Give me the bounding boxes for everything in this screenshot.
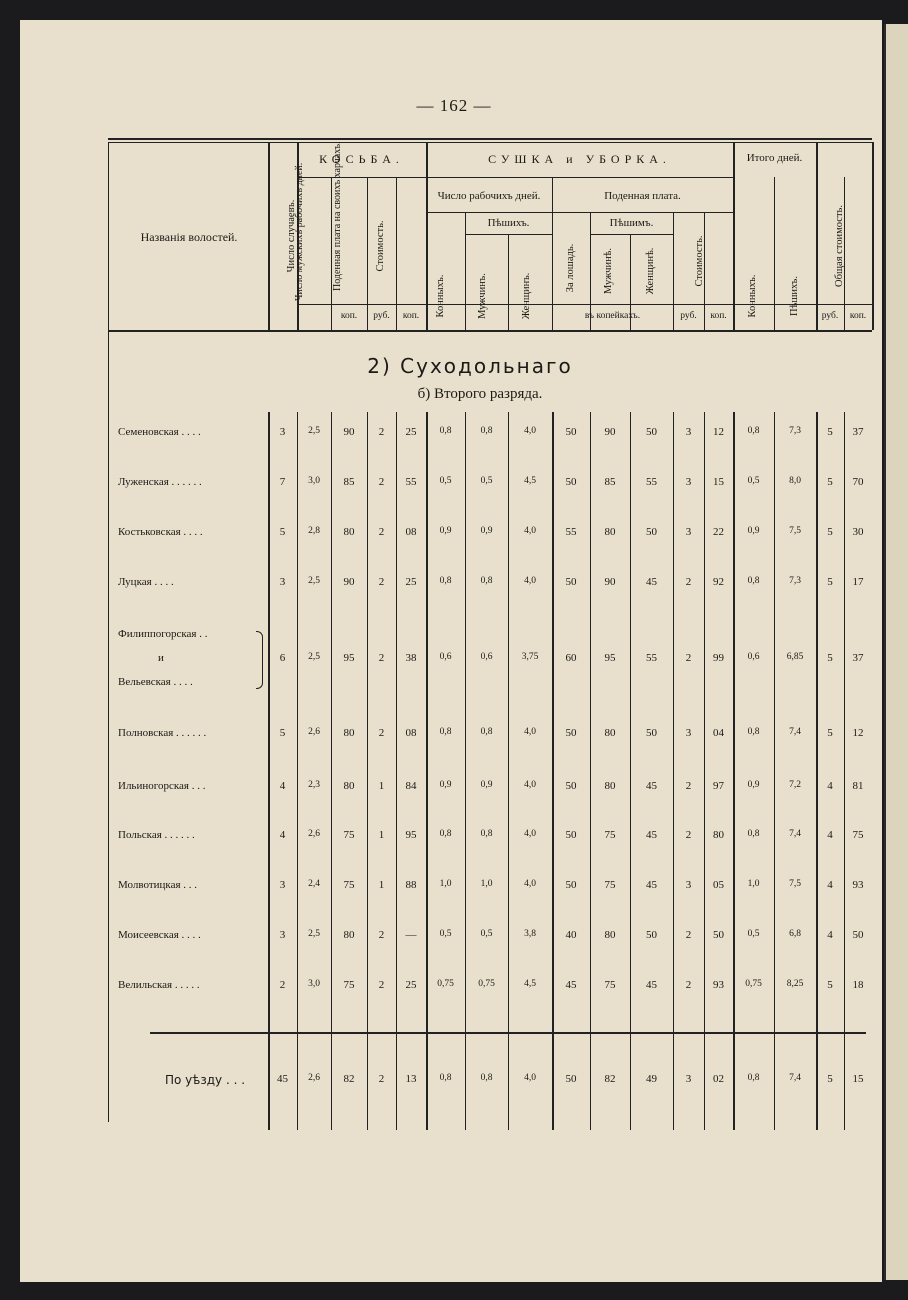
header-kosba-days: Число мужскихъ рабочихъ дней. bbox=[294, 162, 305, 301]
table-cell: 45 bbox=[646, 829, 657, 841]
table-cell: 5 bbox=[827, 1073, 833, 1085]
table-cell: 12 bbox=[713, 426, 724, 438]
table-cell: 2 bbox=[378, 476, 385, 488]
table-cell: 2 bbox=[378, 1073, 385, 1085]
table-cell: 37 bbox=[852, 426, 864, 438]
table-cell: 02 bbox=[713, 1073, 724, 1085]
table-top-rule-thin bbox=[108, 142, 872, 143]
table-cell: 17 bbox=[852, 576, 864, 588]
row-name: Молвотицкая . . . bbox=[118, 879, 198, 891]
table-cell: 95 bbox=[343, 652, 355, 664]
table-cell: 0,8 bbox=[747, 727, 760, 737]
table-cell: 2,6 bbox=[308, 829, 320, 839]
table-cell: 0,8 bbox=[480, 426, 493, 436]
body-column-rule bbox=[844, 412, 845, 1130]
header-cases: Число случаевъ. bbox=[286, 199, 297, 273]
header-column-rule bbox=[396, 177, 397, 330]
table-cell: 80 bbox=[343, 929, 355, 941]
table-cell: 4 bbox=[279, 780, 286, 792]
table-cell: 0,8 bbox=[747, 576, 760, 586]
header-sushka: СУШКА и УБОРКА. bbox=[488, 152, 671, 166]
table-cell: 5 bbox=[827, 979, 833, 991]
table-cell: 82 bbox=[604, 1073, 616, 1085]
body-column-rule bbox=[733, 412, 735, 1130]
header-units-rule bbox=[297, 304, 872, 305]
header-muzhchine: Мужчинѣ. bbox=[603, 247, 614, 295]
table-cell: 38 bbox=[405, 652, 417, 664]
table-cell: 0,75 bbox=[745, 979, 762, 989]
table-cell: 3 bbox=[685, 879, 692, 891]
brace-mark bbox=[256, 631, 263, 689]
table-cell: 05 bbox=[713, 879, 724, 891]
header-rule bbox=[297, 177, 733, 178]
header-peshim: Пѣшимъ. bbox=[609, 217, 654, 229]
table-cell: 4,5 bbox=[524, 979, 536, 989]
table-cell: 85 bbox=[604, 476, 616, 488]
table-top-rule bbox=[108, 138, 872, 140]
unit-kop: коп. bbox=[402, 311, 420, 321]
table-cell: 2 bbox=[685, 929, 692, 941]
table-cell: 7,3 bbox=[789, 426, 801, 436]
table-cell: 50 bbox=[565, 476, 577, 488]
table-cell: 7 bbox=[279, 476, 286, 488]
table-cell: 50 bbox=[646, 526, 657, 538]
table-cell: 5 bbox=[279, 727, 286, 739]
unit-kop: коп. bbox=[340, 311, 358, 321]
body-column-rule bbox=[268, 412, 270, 1130]
table-cell: 2 bbox=[378, 929, 385, 941]
table-cell: 3,8 bbox=[524, 929, 536, 939]
header-names: Названія волостей. bbox=[140, 230, 238, 244]
document-page bbox=[20, 20, 882, 1282]
header-muzhchin: Мужчинъ. bbox=[477, 273, 488, 319]
table-cell: 7,3 bbox=[789, 576, 801, 586]
table-cell: 2 bbox=[685, 652, 692, 664]
table-cell: 7,4 bbox=[789, 829, 801, 839]
table-cell: 3 bbox=[685, 426, 692, 438]
table-cell: 3 bbox=[685, 1073, 692, 1085]
table-cell: 45 bbox=[565, 979, 577, 991]
table-cell: 50 bbox=[646, 426, 657, 438]
table-cell: 5 bbox=[827, 576, 833, 588]
section-subtitle: б) Второго разряда. bbox=[417, 386, 543, 402]
table-cell: 3 bbox=[279, 929, 286, 941]
table-cell: 70 bbox=[852, 476, 864, 488]
header-stoimost: Стоимость. bbox=[694, 235, 705, 287]
body-column-rule bbox=[465, 412, 466, 1130]
table-cell: 0,5 bbox=[480, 929, 493, 939]
table-cell: 25 bbox=[405, 576, 417, 588]
row-name: Луженская . . . . . . bbox=[118, 476, 202, 488]
table-cell: 0,9 bbox=[747, 526, 760, 536]
table-cell: 3,0 bbox=[308, 979, 320, 989]
table-cell: 5 bbox=[279, 526, 286, 538]
body-column-rule bbox=[331, 412, 332, 1130]
table-cell: 45 bbox=[646, 576, 657, 588]
section-title: 2) Суходольнаго bbox=[367, 354, 573, 378]
table-cell: 4,0 bbox=[524, 829, 536, 839]
table-cell: 90 bbox=[604, 426, 616, 438]
table-cell: 95 bbox=[405, 829, 417, 841]
table-cell: 4,0 bbox=[524, 576, 536, 586]
table-cell: 0,9 bbox=[439, 780, 452, 790]
table-cell: 4,0 bbox=[524, 526, 536, 536]
table-cell: 0,6 bbox=[747, 652, 760, 662]
table-cell: 5 bbox=[827, 652, 833, 664]
body-column-rule bbox=[367, 412, 368, 1130]
table-cell: 0,8 bbox=[747, 1073, 760, 1083]
table-cell: 0,8 bbox=[747, 829, 760, 839]
table-cell: 80 bbox=[604, 780, 616, 792]
table-cell: 99 bbox=[713, 652, 724, 664]
header-work-days: Число рабочихъ дней. bbox=[437, 190, 541, 202]
table-cell: 90 bbox=[604, 576, 616, 588]
table-cell: 7,4 bbox=[789, 1073, 801, 1083]
table-cell: 95 bbox=[604, 652, 616, 664]
table-cell: 55 bbox=[646, 652, 657, 664]
header-column-rule bbox=[465, 212, 466, 330]
table-cell: 90 bbox=[343, 576, 355, 588]
row-name: Моисеевская . . . . bbox=[118, 929, 201, 941]
header-column-rule bbox=[426, 142, 428, 330]
table-cell: 0,75 bbox=[478, 979, 495, 989]
table-cell: 2 bbox=[378, 652, 385, 664]
table-cell: 3 bbox=[685, 727, 692, 739]
table-cell: 55 bbox=[405, 476, 417, 488]
table-cell: 0,9 bbox=[747, 780, 760, 790]
table-cell: 15 bbox=[852, 1073, 864, 1085]
table-cell: 40 bbox=[565, 929, 577, 941]
table-cell: 81 bbox=[852, 780, 864, 792]
table-cell: 5 bbox=[827, 727, 833, 739]
table-cell: 0,5 bbox=[747, 929, 760, 939]
table-cell: 0,8 bbox=[439, 1073, 452, 1083]
table-cell: 80 bbox=[713, 829, 724, 841]
unit-rub: руб. bbox=[680, 311, 697, 321]
body-column-rule bbox=[552, 412, 554, 1130]
table-cell: 2 bbox=[685, 979, 692, 991]
table-cell: 0,8 bbox=[480, 829, 493, 839]
table-cell: 2,8 bbox=[308, 526, 320, 536]
table-cell: 0,8 bbox=[439, 576, 452, 586]
table-cell: 2,5 bbox=[308, 929, 320, 939]
table-cell: 3 bbox=[279, 879, 286, 891]
table-cell: 60 bbox=[565, 652, 577, 664]
header-rule-sub bbox=[426, 212, 733, 213]
header-za-loshad: За лошадь. bbox=[565, 243, 576, 293]
table-cell: 50 bbox=[646, 727, 657, 739]
header-column-rule bbox=[268, 142, 270, 330]
table-cell: 50 bbox=[565, 1073, 577, 1085]
table-cell: — bbox=[405, 929, 417, 941]
table-cell: 3,75 bbox=[521, 652, 539, 662]
header-itogo-peshikh: Пѣшихъ. bbox=[789, 276, 800, 316]
table-cell: 90 bbox=[343, 426, 355, 438]
row-name: Филиппогорская . . bbox=[118, 628, 208, 640]
table-cell: 75 bbox=[852, 829, 864, 841]
table-cell: 2 bbox=[685, 576, 692, 588]
table-cell: 2 bbox=[378, 426, 385, 438]
table-cell: 8,0 bbox=[789, 476, 801, 486]
table-cell: 4 bbox=[827, 829, 833, 841]
table-cell: 04 bbox=[713, 727, 724, 739]
table-cell: 1 bbox=[378, 879, 385, 891]
table-cell: 7,2 bbox=[789, 780, 801, 790]
table-cell: 2,3 bbox=[308, 780, 320, 790]
table-cell: 4,0 bbox=[524, 426, 536, 436]
table-cell: 0,8 bbox=[439, 727, 452, 737]
body-column-rule bbox=[816, 412, 818, 1130]
table-cell: 50 bbox=[565, 829, 577, 841]
header-total-cost: Общая стоимость. bbox=[834, 205, 845, 287]
header-column-rule bbox=[733, 142, 735, 330]
row-name: Семеновская . . . . bbox=[118, 426, 201, 438]
table-cell: 4,0 bbox=[524, 727, 536, 737]
table-cell: 2 bbox=[378, 576, 385, 588]
table-cell: 75 bbox=[343, 979, 355, 991]
table-cell: 0,8 bbox=[480, 727, 493, 737]
table-cell: 50 bbox=[565, 780, 577, 792]
row-name: Велильская . . . . . bbox=[118, 979, 200, 991]
table-cell: 50 bbox=[852, 929, 864, 941]
table-cell: 0,9 bbox=[480, 526, 493, 536]
table-cell: 30 bbox=[852, 526, 864, 538]
table-cell: 25 bbox=[405, 979, 417, 991]
body-column-rule bbox=[297, 412, 298, 1130]
table-cell: 0,5 bbox=[480, 476, 493, 486]
table-cell: 2 bbox=[378, 526, 385, 538]
table-cell: 7,5 bbox=[789, 879, 801, 889]
table-cell: 5 bbox=[827, 476, 833, 488]
table-cell: 50 bbox=[565, 879, 577, 891]
header-itogo-konnykh: Конныхъ. bbox=[747, 274, 758, 318]
table-cell: 0,8 bbox=[439, 426, 452, 436]
row-name: Вельевская . . . . bbox=[118, 676, 193, 688]
table-cell: 2 bbox=[378, 979, 385, 991]
table-cell: 0,8 bbox=[747, 426, 760, 436]
table-cell: 45 bbox=[646, 979, 657, 991]
table-cell: 4,0 bbox=[524, 879, 536, 889]
header-kosba-wage: Поденная плата на своихъ харчахъ. bbox=[332, 141, 343, 291]
row-name: Полновская . . . . . . bbox=[118, 727, 207, 739]
body-column-rule bbox=[704, 412, 705, 1130]
table-cell: 3 bbox=[685, 476, 692, 488]
table-cell: 82 bbox=[343, 1073, 355, 1085]
table-cell: 0,5 bbox=[747, 476, 760, 486]
table-cell: 4 bbox=[827, 879, 833, 891]
table-cell: 45 bbox=[646, 879, 657, 891]
table-cell: 80 bbox=[343, 780, 355, 792]
row-name-connector: и bbox=[158, 652, 164, 664]
table-cell: 3 bbox=[279, 576, 286, 588]
table-cell: 50 bbox=[713, 929, 724, 941]
table-cell: 4,5 bbox=[524, 476, 536, 486]
table-cell: 50 bbox=[565, 727, 577, 739]
table-cell: 1,0 bbox=[747, 879, 760, 889]
table-cell: 2,4 bbox=[308, 879, 320, 889]
table-cell: 50 bbox=[565, 576, 577, 588]
header-daily-pay: Поденная плата. bbox=[604, 190, 681, 202]
unit-in-kopecks: въ копейкахъ. bbox=[584, 311, 641, 321]
table-cell: 12 bbox=[852, 727, 864, 739]
table-cell: 55 bbox=[646, 476, 657, 488]
table-cell: 25 bbox=[405, 426, 417, 438]
table-cell: 1,0 bbox=[439, 879, 452, 889]
table-cell: 75 bbox=[604, 879, 616, 891]
table-cell: 0,5 bbox=[439, 929, 452, 939]
table-cell: 1 bbox=[378, 829, 385, 841]
body-column-rule bbox=[396, 412, 397, 1130]
table-cell: 6,8 bbox=[789, 929, 801, 939]
body-column-rule bbox=[630, 412, 631, 1130]
table-cell: 2 bbox=[685, 780, 692, 792]
table-cell: 3,0 bbox=[308, 476, 320, 486]
table-cell: 75 bbox=[343, 879, 355, 891]
table-cell: 22 bbox=[713, 526, 724, 538]
table-cell: 37 bbox=[852, 652, 864, 664]
table-left-rule bbox=[108, 142, 109, 1122]
table-cell: 08 bbox=[405, 526, 417, 538]
table-cell: 3 bbox=[279, 426, 286, 438]
table-cell: 85 bbox=[343, 476, 355, 488]
table-cell: 13 bbox=[405, 1073, 417, 1085]
row-name: Луцкая . . . . bbox=[118, 576, 174, 588]
table-cell: 6 bbox=[279, 652, 286, 664]
table-cell: 18 bbox=[852, 979, 864, 991]
table-cell: 3 bbox=[685, 526, 692, 538]
table-cell: 97 bbox=[713, 780, 724, 792]
table-cell: 93 bbox=[852, 879, 864, 891]
header-kosba: КОСЬБА. bbox=[319, 152, 404, 166]
table-cell: 4,0 bbox=[524, 1073, 536, 1083]
table-cell: 80 bbox=[604, 526, 616, 538]
table-cell: 0,75 bbox=[437, 979, 454, 989]
unit-kop: коп. bbox=[710, 311, 727, 321]
table-cell: 0,9 bbox=[480, 780, 493, 790]
table-cell: 2,5 bbox=[308, 426, 320, 436]
header-zhenshchin: Женщинъ. bbox=[521, 272, 532, 320]
table-cell: 1 bbox=[378, 780, 385, 792]
table-cell: 75 bbox=[604, 829, 616, 841]
table-cell: 2,5 bbox=[308, 652, 320, 662]
table-cell: 55 bbox=[565, 526, 577, 538]
table-cell: 4 bbox=[827, 929, 833, 941]
table-cell: 2,5 bbox=[308, 576, 320, 586]
table-cell: 45 bbox=[646, 780, 657, 792]
table-cell: 88 bbox=[405, 879, 417, 891]
row-name: Ильиногорская . . . bbox=[118, 780, 206, 792]
body-column-rule bbox=[590, 412, 591, 1130]
table-cell: 50 bbox=[646, 929, 657, 941]
table-cell: 80 bbox=[604, 727, 616, 739]
row-name: Костьковская . . . . bbox=[118, 526, 203, 538]
table-cell: 2 bbox=[378, 727, 385, 739]
header-peshikh: Пѣшихъ. bbox=[487, 217, 530, 229]
table-cell: 80 bbox=[604, 929, 616, 941]
table-cell: 0,9 bbox=[439, 526, 452, 536]
header-column-rule bbox=[774, 177, 775, 330]
header-zhenshchine: Женщинѣ. bbox=[645, 247, 656, 295]
table-cell: 2,6 bbox=[308, 727, 320, 737]
header-column-rule bbox=[816, 142, 818, 330]
table-cell: 2,6 bbox=[308, 1073, 320, 1083]
table-cell: 6,85 bbox=[786, 652, 804, 662]
body-column-rule bbox=[508, 412, 509, 1130]
table-cell: 0,8 bbox=[439, 829, 452, 839]
table-cell: 15 bbox=[713, 476, 724, 488]
unit-kop: коп. bbox=[849, 311, 867, 321]
table-cell: 2 bbox=[685, 829, 692, 841]
body-column-rule bbox=[673, 412, 674, 1130]
table-cell: 0,8 bbox=[480, 1073, 493, 1083]
adjacent-page-edge bbox=[884, 24, 908, 1280]
header-column-rule bbox=[367, 177, 368, 330]
table-cell: 45 bbox=[277, 1073, 288, 1085]
table-cell: 92 bbox=[713, 576, 724, 588]
table-cell: 0,6 bbox=[480, 652, 493, 662]
table-cell: 93 bbox=[713, 979, 724, 991]
table-cell: 80 bbox=[343, 526, 355, 538]
table-cell: 4 bbox=[279, 829, 286, 841]
table-cell: 08 bbox=[405, 727, 417, 739]
table-cell: 84 bbox=[405, 780, 417, 792]
header-itogo: Итого дней. bbox=[746, 152, 803, 164]
header-column-rule bbox=[872, 142, 874, 330]
table-cell: 80 bbox=[343, 727, 355, 739]
table-cell: 8,25 bbox=[786, 979, 804, 989]
table-cell: 7,5 bbox=[789, 526, 801, 536]
header-column-rule bbox=[508, 234, 509, 330]
table-cell: 2 bbox=[279, 979, 286, 991]
total-label: По уѣзду . . . bbox=[165, 1073, 246, 1087]
table-cell: 49 bbox=[646, 1073, 657, 1085]
row-name: Польская . . . . . . bbox=[118, 829, 195, 841]
page-number: — 162 — bbox=[416, 96, 492, 115]
body-column-rule bbox=[426, 412, 428, 1130]
table-cell: 75 bbox=[604, 979, 616, 991]
table-cell: 75 bbox=[343, 829, 355, 841]
table-cell: 4 bbox=[827, 780, 833, 792]
table-cell: 5 bbox=[827, 526, 833, 538]
table-cell: 7,4 bbox=[789, 727, 801, 737]
table-cell: 0,8 bbox=[480, 576, 493, 586]
table-cell: 5 bbox=[827, 426, 833, 438]
table-cell: 0,5 bbox=[439, 476, 452, 486]
table-cell: 4,0 bbox=[524, 780, 536, 790]
unit-rub: руб. bbox=[373, 311, 390, 321]
table-cell: 0,6 bbox=[439, 652, 452, 662]
header-konnykh: Конныхъ. bbox=[435, 274, 446, 318]
header-kosba-cost: Стоимость. bbox=[375, 220, 386, 272]
unit-rub: руб. bbox=[821, 311, 839, 321]
table-cell: 50 bbox=[565, 426, 577, 438]
body-column-rule bbox=[774, 412, 775, 1130]
table-cell: 1,0 bbox=[480, 879, 493, 889]
